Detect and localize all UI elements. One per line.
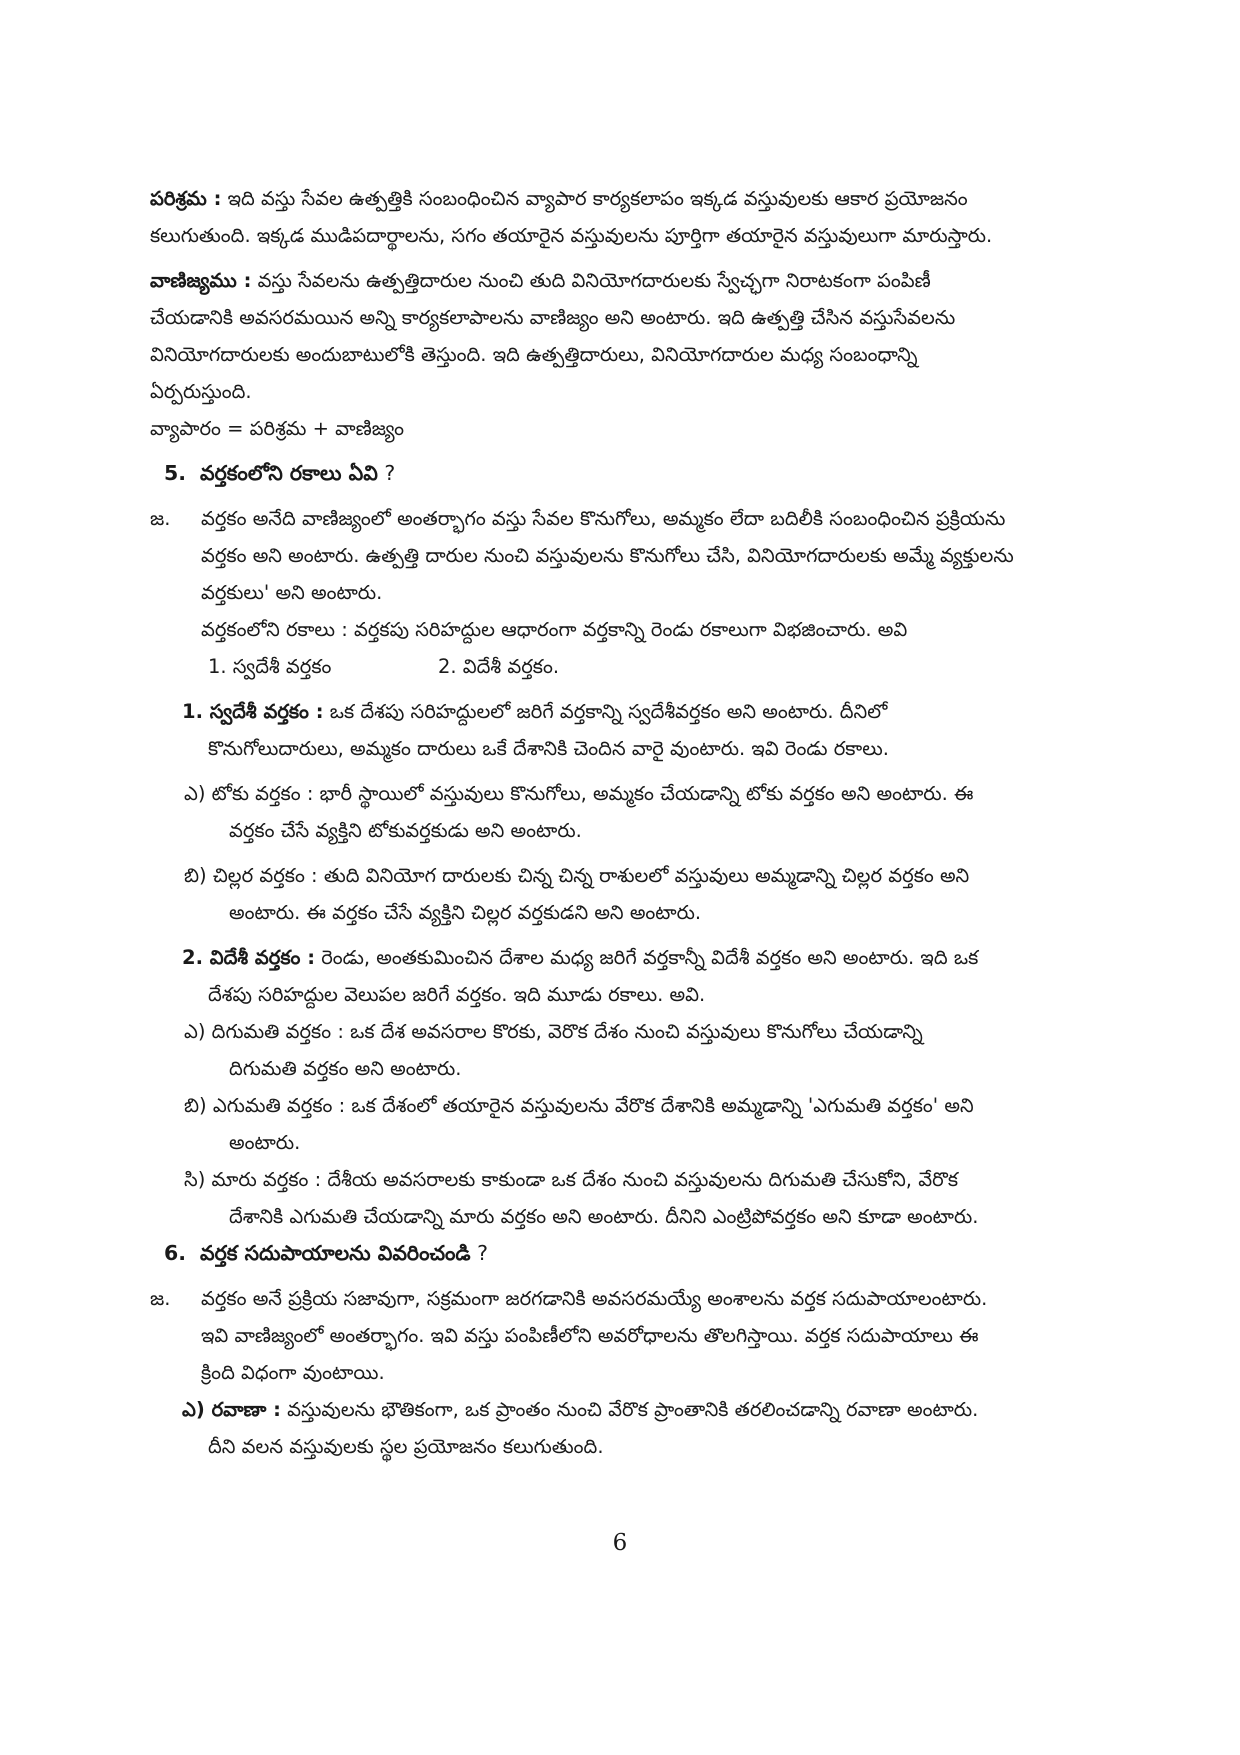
text-line: కలుగుతుంది. ఇక్కడ ముడిపదార్థాలను, సగం తయారైన వస్తువులను పూర్తిగా తయారైన వస్తువులుగా మారుస్తారు. xyxy=(150,224,993,247)
answer-label: జ. xyxy=(150,507,171,530)
text-line: ఒక దేశపు సరిహద్దులలో జరిగే వర్తకాన్ని స్వదేశీవర్తకం అని అంటారు. దీనిలో xyxy=(323,700,888,723)
type-item: 2. విదేశీ వర్తకం. xyxy=(438,655,560,678)
item-digumati xyxy=(150,1013,1100,1087)
text-line: దేశానికి ఎగుమతి చేయడాన్ని మారు వర్తకం అని అంటారు. దీనిని ఎంట్రిపోవర్తకం అని కూడా అంటారు. xyxy=(229,1205,979,1228)
question-text: వర్తకంలోని రకాలు ఏవి xyxy=(200,461,378,485)
text-line: అంటారు. ఈ వర్తకం చేసే వ్యక్తిని చిల్లర వర్తకుడని అని అంటారు. xyxy=(229,901,702,924)
text-line: బి) చిల్లర వర్తకం : తుది వినియోగ దారులకు చిన్న చిన్న రాశులలో వస్తువులు అమ్మడాన్ని చిల్లర వర్తకం అని xyxy=(184,864,970,887)
text-line: దిగుమతి వర్తకం అని అంటారు. xyxy=(229,1057,462,1080)
text-line: ఇవి వాణిజ్యంలో అంతర్భాగం. ఇవి వస్తు పంపిణీలోని అవరోధాలను తొలగిస్తాయి. వర్తక సదుపాయాలు ఈ xyxy=(201,1324,979,1347)
text-line: దేశపు సరిహద్దుల వెలుపల జరిగే వర్తకం. ఇది మూడు రకాలు. అవి. xyxy=(208,983,706,1006)
text-line: క్రింది విధంగా వుంటాయి. xyxy=(201,1361,385,1384)
question-mark: ? xyxy=(377,461,396,485)
text-line: బి) ఎగుమతి వర్తకం : ఒక దేశంలో తయారైన వస్తువులను వేరొక దేశానికి అమ్మడాన్ని 'ఎగుమతి వర్తకం' అని xyxy=(184,1094,974,1117)
subheading-videshi: 2. విదేశీ వర్తకం : xyxy=(182,946,315,969)
answer-6 xyxy=(150,1280,1100,1391)
paragraph-vanijyam xyxy=(150,262,1100,447)
text-line: దీని వలన వస్తువులకు స్థల ప్రయోజనం కలుగుతుంది. xyxy=(208,1435,604,1458)
question-text: వర్తక సదుపాయాలను వివరించండి xyxy=(200,1241,471,1265)
text-line: వర్తకం చేసే వ్యక్తిని టోకువర్తకుడు అని అంటారు. xyxy=(229,819,582,842)
text-line: ఎ) టోకు వర్తకం : భారీ స్థాయిలో వస్తువులు కొనుగోలు, అమ్మకం చేయడాన్ని టోకు వర్తకం అని అంటారు. ఈ xyxy=(184,782,974,805)
subheading-swadeshi: 1. స్వదేశీ వర్తకం : xyxy=(182,700,324,723)
text-line: వర్తకం అని అంటారు. ఉత్పత్తి దారుల నుంచి వస్తువులను కొనుగోలు చేసి, వినియోగదారులకు అమ్మే వ్యక్తులను xyxy=(201,544,1014,567)
text-line: సి) మారు వర్తకం : దేశీయ అవసరాలకు కాకుండా ఒక దేశం నుంచి వస్తువులను దిగుమతి చేసుకోని, వేరొక xyxy=(184,1168,958,1191)
text-line: వినియోగదారులకు అందుబాటులోకి తెస్తుంది. ఇది ఉత్పత్తిదారులు, వినియోగదారుల మధ్య సంబంధాన్ని xyxy=(150,343,918,366)
answer-5 xyxy=(150,500,1100,648)
type-item: 1. స్వదేశీ వర్తకం xyxy=(208,655,332,678)
text-line: ఏర్పరుస్తుంది. xyxy=(150,380,252,403)
item-egumati xyxy=(150,1087,1100,1161)
question-mark: ? xyxy=(470,1241,489,1265)
text-line: అంటారు. xyxy=(229,1131,301,1154)
text-line: చేయడానికి అవసరమయిన అన్ని కార్యకలాపాలను వాణిజ్యం అని అంటారు. ఇది ఉత్పత్తి చేసిన వస్తుసేవలను xyxy=(150,306,956,329)
item-chillara xyxy=(150,857,1100,931)
text-line: రెండు, అంతకుమించిన దేశాల మధ్య జరిగే వర్తకాన్నీ విదేశీ వర్తకం అని అంటారు. ఇది ఒక xyxy=(315,946,979,969)
term-vanijyam: వాణిజ్యము : xyxy=(150,269,252,292)
formula-line: వ్యాపారం = పరిశ్రమ + వాణిజ్యం xyxy=(150,417,405,440)
text-line: వస్తువులను భౌతికంగా, ఒక ప్రాంతం నుంచి వేరొక ప్రాంతానికి తరలించడాన్ని రవాణా అంటారు. xyxy=(280,1398,979,1421)
types-intro: వర్తకంలోని రకాలు : వర్తకపు సరిహద్దుల ఆధారంగా వర్తకాన్ని రెండు రకాలుగా విభజించారు. అవి xyxy=(201,618,908,641)
page-content xyxy=(150,180,1100,1465)
answer-label: జ. xyxy=(150,1287,171,1310)
text-line: వర్తకం అనేది వాణిజ్యంలో అంతర్భాగం వస్తు సేవల కొనుగోలు, అమ్మకం లేదా బదిలీకి సంబంధించిన ప్రక్రియను xyxy=(201,507,1006,530)
text-line: వస్తు సేవలను ఉత్పత్తిదారుల నుంచి తుది వినియోగదారులకు స్వేచ్ఛగా నిరాటకంగా పంపిణీ xyxy=(251,269,931,292)
text-line: ఎ) దిగుమతి వర్తకం : ఒక దేశ అవసరాల కొరకు, వెరొక దేశం నుంచి వస్తువులు కొనుగోలు చేయడాన్ని xyxy=(184,1020,923,1043)
question-6 xyxy=(164,1235,1100,1272)
page-number: 6 xyxy=(612,1530,628,1556)
section-swadeshi xyxy=(150,693,1100,767)
item-ravana xyxy=(150,1391,1100,1465)
paragraph-parishrama xyxy=(150,180,1100,254)
term-parishrama: పరిశ్రమ : xyxy=(150,187,222,210)
section-videshi xyxy=(150,939,1100,1013)
question-5 xyxy=(164,455,1100,492)
text-line: వర్తకం అనే ప్రక్రియ సజావుగా, సక్రమంగా జరగడానికి అవసరమయ్యే అంశాలను వర్తక సదుపాయాలంటారు. xyxy=(201,1287,988,1310)
item-toku xyxy=(150,775,1100,849)
text-line: కొనుగోలుదారులు, అమ్మకం దారులు ఒకే దేశానికి చెందిన వారై వుంటారు. ఇవి రెండు రకాలు. xyxy=(208,737,889,760)
text-line: ఇది వస్తు సేవల ఉత్పత్తికి సంబంధించిన వ్యాపార కార్యకలాపం ఇక్కడ వస్తువులకు ఆకార ప్రయోజనం xyxy=(221,187,968,210)
subheading-ravana: ఎ) రవాణా : xyxy=(182,1398,281,1421)
question-number: 5. xyxy=(164,461,187,485)
types-list xyxy=(150,648,1100,685)
text-line: వర్తకులు' అని అంటారు. xyxy=(201,581,383,604)
item-maaru xyxy=(150,1161,1100,1235)
question-number: 6. xyxy=(164,1241,187,1265)
